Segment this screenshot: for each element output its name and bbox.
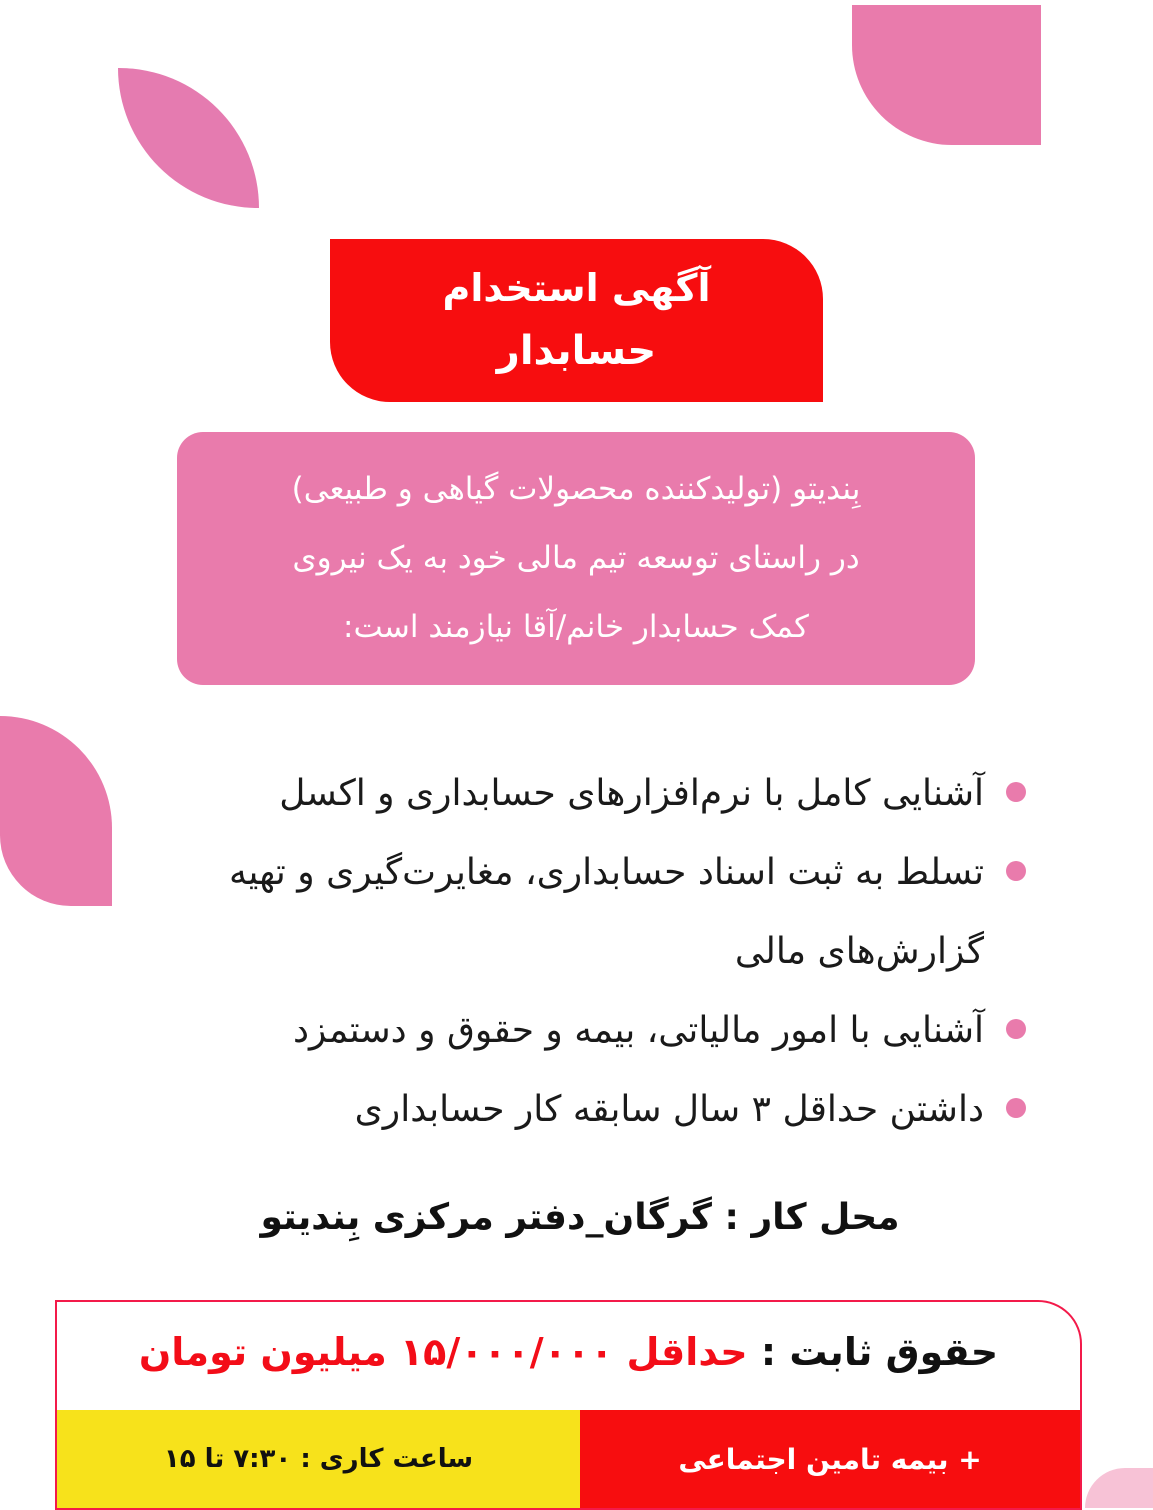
salary-value: حداقل ۱۵/۰۰۰/۰۰۰ میلیون تومان [138,1330,748,1374]
title-line-hiring: آگهی استخدام [442,265,711,310]
decorative-petal-top-left [118,68,259,208]
intro-line: در راستای توسعه تیم مالی خود به یک نیروی [292,540,860,576]
decorative-petal-bottom-right [1085,1468,1153,1508]
title-line-position: حسابدار [496,327,657,374]
salary-line [57,1320,1080,1384]
requirement-text: داشتن حداقل ۳ سال سابقه کار حسابداری [354,1089,984,1130]
bullet-dot-icon [1006,1098,1026,1118]
bullet-dot-icon [1006,861,1026,881]
working-hours-text: ساعت کاری : ۷:۳۰ تا ۱۵ [163,1444,474,1474]
insurance-badge [580,1410,1080,1508]
intro-line: بِندیتو (تولیدکننده محصولات گیاهی و طبیعی) [291,471,861,507]
requirement-item [110,1070,1030,1149]
decorative-petal-mid-left [0,716,112,906]
working-hours-badge [57,1410,580,1508]
requirement-item [110,833,1030,991]
bullet-dot-icon [1006,1019,1026,1039]
requirement-text: تسلط به ثبت اسناد حسابداری، مغایرت‌گیری و تهیه گزارش‌های مالی [229,852,984,972]
salary-label: حقوق ثابت : [760,1330,999,1374]
decorative-petal-top-right [852,5,1041,145]
insurance-text: + بیمه تامین اجتماعی [678,1442,982,1476]
salary-card [55,1300,1082,1510]
requirement-item [110,991,1030,1070]
requirement-text: آشنایی کامل با نرم‌افزارهای حسابداری و اکسل [279,773,984,814]
intro-line: کمک حسابدار خانم/آقا نیازمند است: [343,609,809,645]
company-intro-box [177,432,975,685]
bullet-dot-icon [1006,782,1026,802]
requirement-item [110,754,1030,833]
work-location: محل کار : گرگان_دفتر مرکزی بِندیتو [260,1197,900,1238]
requirement-text: آشنایی با امور مالیاتی، بیمه و حقوق و دستمزد [292,1010,984,1051]
requirements-list [110,754,1030,1149]
job-title-banner [330,239,823,402]
